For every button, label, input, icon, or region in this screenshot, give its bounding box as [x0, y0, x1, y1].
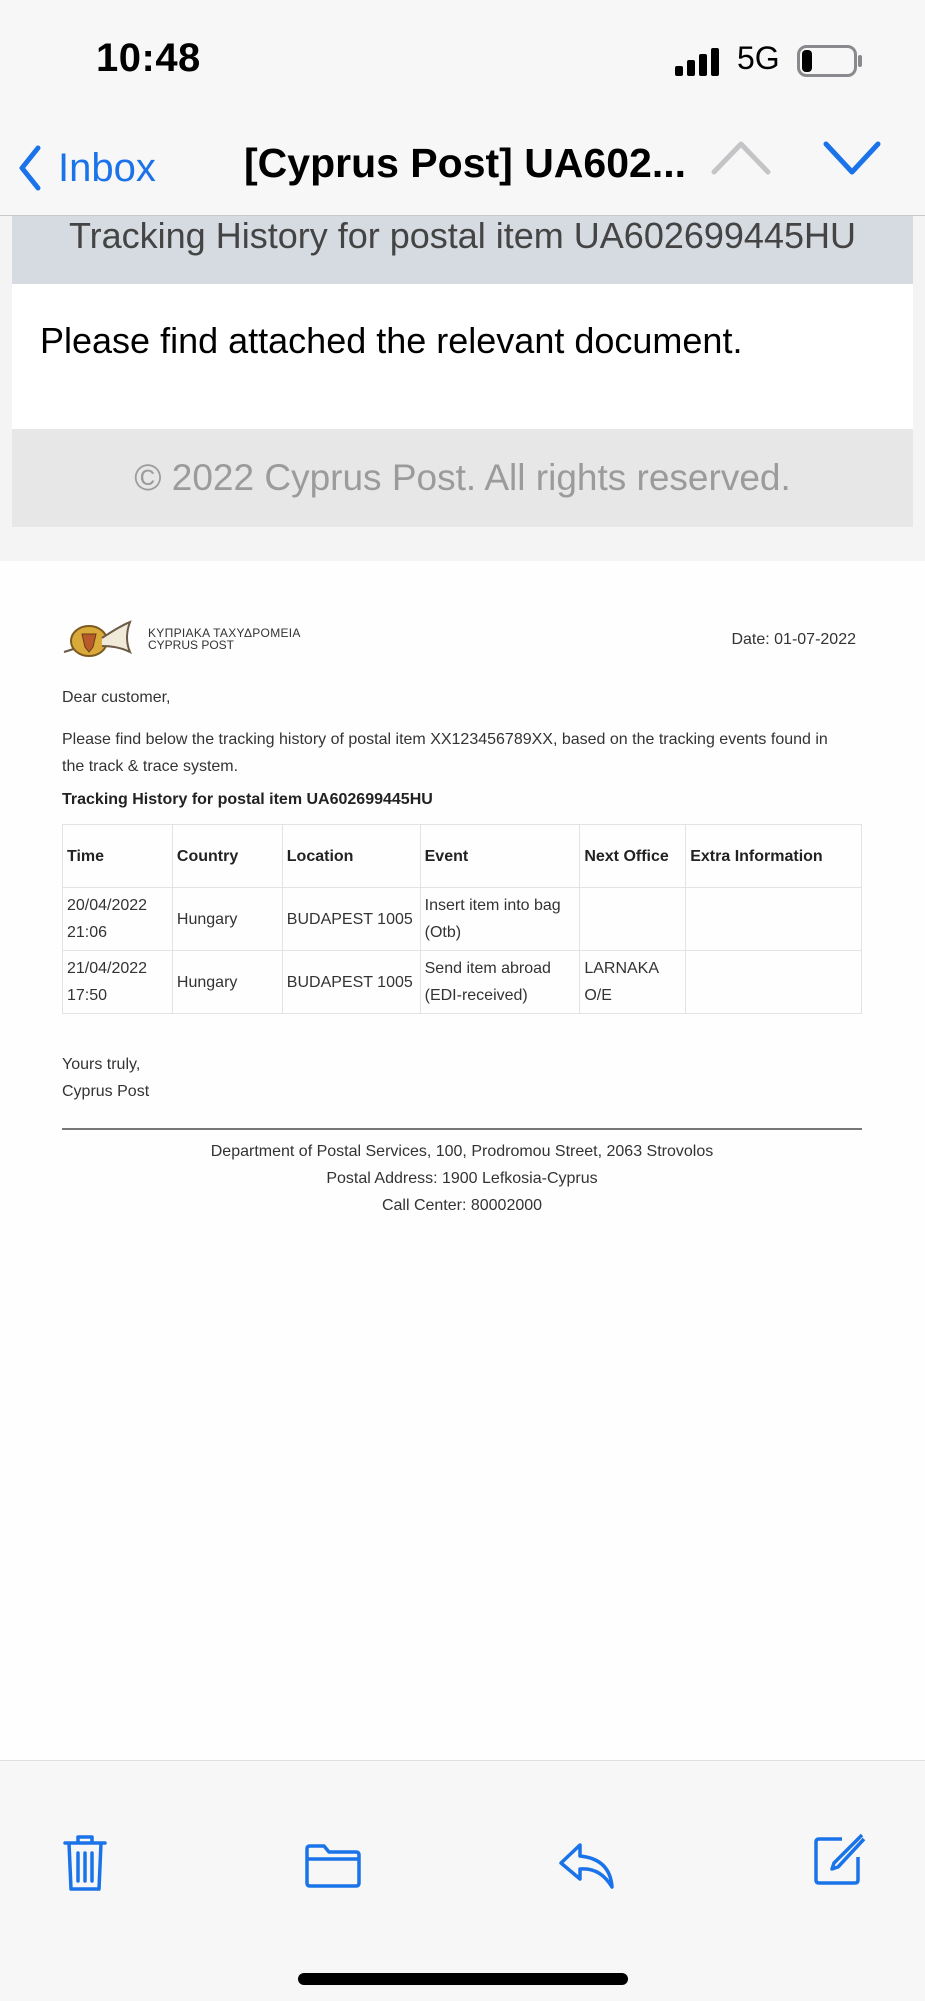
time-cell: 20/04/2022 21:06 — [63, 888, 173, 951]
tracking-heading: Tracking History for postal item UA602699445HU — [12, 216, 913, 284]
trash-icon[interactable] — [62, 1833, 108, 1893]
column-header: Country — [172, 825, 282, 888]
message-text: Please find attached the relevant document. — [40, 320, 743, 361]
clock: 10:48 — [96, 36, 201, 80]
org-name-english: CYPRUS POST — [148, 638, 235, 652]
nav-bar — [0, 120, 925, 216]
next-message-icon[interactable] — [822, 138, 882, 178]
signoff-name: Cyprus Post — [62, 1083, 150, 1100]
attached-document — [0, 561, 925, 1760]
table-row — [63, 888, 862, 951]
cyprus-post-logo — [62, 616, 132, 666]
extra-info-cell — [686, 951, 862, 1014]
greeting: Dear customer, — [62, 689, 171, 706]
copyright-text: © 2022 Cyprus Post. All rights reserved. — [12, 429, 913, 527]
next-office-cell: LARNAKA O/E — [580, 951, 686, 1014]
reply-icon[interactable] — [558, 1841, 616, 1891]
network-type: 5G — [737, 40, 780, 76]
next-office-cell — [580, 888, 686, 951]
call-center-line: Call Center: 80002000 — [381, 1197, 543, 1214]
tracking-table — [62, 824, 862, 1014]
table-title: Tracking History for postal item UA602699445HU — [62, 791, 433, 808]
email-subject-title: [Cyprus Post] UA602... — [244, 140, 686, 186]
signal-icon — [675, 48, 721, 76]
footer-divider — [62, 1128, 862, 1130]
letter-date: Date: 01-07-2022 — [731, 631, 856, 648]
column-header: Time — [63, 825, 173, 888]
status-bar — [0, 0, 925, 120]
extra-info-cell — [686, 888, 862, 951]
column-header: Extra Information — [686, 825, 862, 888]
postal-address-line: Postal Address: 1900 Lefkosia-Cyprus — [326, 1170, 598, 1187]
column-header: Event — [420, 825, 580, 888]
column-header: Location — [282, 825, 420, 888]
signoff-line: Yours truly, — [62, 1056, 141, 1073]
back-button[interactable] — [18, 138, 156, 198]
event-cell: Insert item into bag (Otb) — [420, 888, 580, 951]
message-block — [12, 284, 913, 429]
home-indicator[interactable] — [298, 1973, 628, 1985]
intro-paragraph: Please find below the tracking history of postal item XX123456789XX, based on the tracking events found in the track & trace system. — [62, 731, 828, 775]
event-cell: Send item abroad (EDI-received) — [420, 951, 580, 1014]
battery-icon — [797, 45, 863, 77]
address-line: Department of Postal Services, 100, Prodromou Street, 2063 Strovolos — [210, 1143, 714, 1160]
country-cell: Hungary — [172, 888, 282, 951]
table-header-row — [63, 825, 862, 888]
org-name-greek: ΚΥΠΡΙΑΚΑ ΤΑΧΥΔΡΟΜΕΙΑ — [148, 626, 301, 640]
bottom-toolbar — [0, 1760, 925, 2001]
location-cell: BUDAPEST 1005 — [282, 951, 420, 1014]
location-cell: BUDAPEST 1005 — [282, 888, 420, 951]
time-cell: 21/04/2022 17:50 — [63, 951, 173, 1014]
column-header: Next Office — [580, 825, 686, 888]
back-label: Inbox — [58, 145, 156, 190]
previous-message-icon[interactable] — [710, 138, 772, 178]
chevron-left-icon — [18, 145, 42, 191]
country-cell: Hungary — [172, 951, 282, 1014]
table-row — [63, 951, 862, 1014]
compose-icon[interactable] — [812, 1831, 866, 1887]
folder-icon[interactable] — [304, 1843, 362, 1889]
email-header-section — [0, 216, 925, 561]
